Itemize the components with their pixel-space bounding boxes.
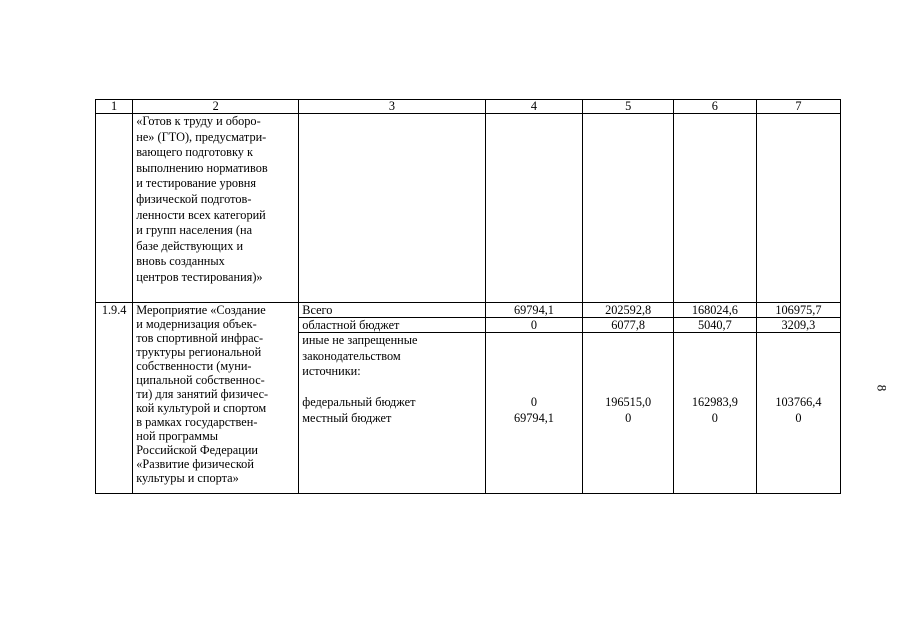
federal-value: 103766,4 <box>775 395 822 410</box>
regional-value: 5040,7 <box>673 318 756 333</box>
regional-value: 3209,3 <box>756 318 840 333</box>
local-value: 0 <box>625 410 632 425</box>
federal-value: 162983,9 <box>691 395 738 410</box>
text-line: ной программы <box>136 429 218 443</box>
other-sources-line: законодательством <box>302 348 401 363</box>
text-line: «Готов к труду и оборо- <box>136 114 261 128</box>
text-line: тов спортивной инфрас- <box>136 331 264 345</box>
header-cell: 4 <box>485 100 583 114</box>
text-line: в рамках государствен- <box>136 415 258 429</box>
header-row <box>96 100 841 114</box>
text-line: и модернизация объек- <box>136 317 257 331</box>
total-value: 69794,1 <box>485 303 583 318</box>
text-line: ленности всех категорий <box>136 207 266 222</box>
text-line: центров тестирования)» <box>136 269 263 284</box>
federal-value: 196515,0 <box>605 395 652 410</box>
text-line: вающего подготовку к <box>136 145 253 160</box>
total-value: 168024,6 <box>673 303 756 318</box>
spacer <box>302 380 481 396</box>
text-line: собственности (муни- <box>136 359 252 373</box>
text-line: и тестирование уровня <box>136 176 257 191</box>
header-cell: 7 <box>756 100 840 114</box>
total-label: Всего <box>299 303 485 318</box>
regional-value: 0 <box>485 318 583 333</box>
other-values-cell <box>485 333 583 494</box>
other-values-cell <box>756 333 840 494</box>
text-line: и групп населения (на <box>136 223 253 238</box>
header-cell: 3 <box>299 100 485 114</box>
text-line: ципальной собственнос- <box>136 373 265 387</box>
text-line: культуры и спорта» <box>136 471 239 485</box>
other-values-cell <box>583 333 673 494</box>
continuation-row <box>96 114 841 303</box>
federal-value: 0 <box>530 395 538 410</box>
cont-value-cell <box>583 114 673 303</box>
other-sources-line: источники: <box>302 364 361 379</box>
text-line: физической подготов- <box>136 191 252 206</box>
text-line: кой культурой и спортом <box>136 401 267 415</box>
cont-value-cell <box>673 114 756 303</box>
text-line: труктуры региональной <box>136 345 262 359</box>
other-sources-cell <box>299 333 485 494</box>
text-line: базе действующих и <box>136 238 244 253</box>
regional-label: областной бюджет <box>299 318 485 333</box>
federal-label: федеральный бюджет <box>302 395 416 410</box>
cont-description-cell <box>133 114 299 303</box>
cont-source-cell <box>299 114 485 303</box>
total-value: 106975,7 <box>756 303 840 318</box>
regional-value: 6077,8 <box>583 318 673 333</box>
text-line: «Развитие физической <box>136 457 254 471</box>
item-description-cell <box>133 303 299 494</box>
header-cell: 2 <box>133 100 299 114</box>
budget-table <box>95 99 841 494</box>
other-values-cell <box>673 333 756 494</box>
text-line: не» (ГТО), предусматри- <box>136 129 267 144</box>
text-line: Мероприятие «Создание <box>136 303 266 317</box>
cont-value-cell <box>756 114 840 303</box>
total-value: 202592,8 <box>583 303 673 318</box>
local-label: местный бюджет <box>302 410 392 425</box>
local-value: 0 <box>711 410 718 425</box>
header-cell: 6 <box>673 100 756 114</box>
other-sources-line: иные не запрещенные <box>302 333 418 347</box>
text-line: вновь созданных <box>136 254 225 269</box>
cont-number-cell <box>96 114 133 303</box>
header-cell: 5 <box>583 100 673 114</box>
local-value: 69794,1 <box>513 410 554 425</box>
page-number: 8 <box>874 384 890 392</box>
total-row <box>96 303 841 318</box>
text-line: ти) для занятий физичес- <box>136 387 269 401</box>
text-line: выполнению нормативов <box>136 160 268 175</box>
local-value: 0 <box>795 410 802 425</box>
cont-value-cell <box>485 114 583 303</box>
header-cell: 1 <box>96 100 133 114</box>
text-line: Российской Федерации <box>136 443 258 457</box>
item-number-cell: 1.9.4 <box>96 303 133 494</box>
